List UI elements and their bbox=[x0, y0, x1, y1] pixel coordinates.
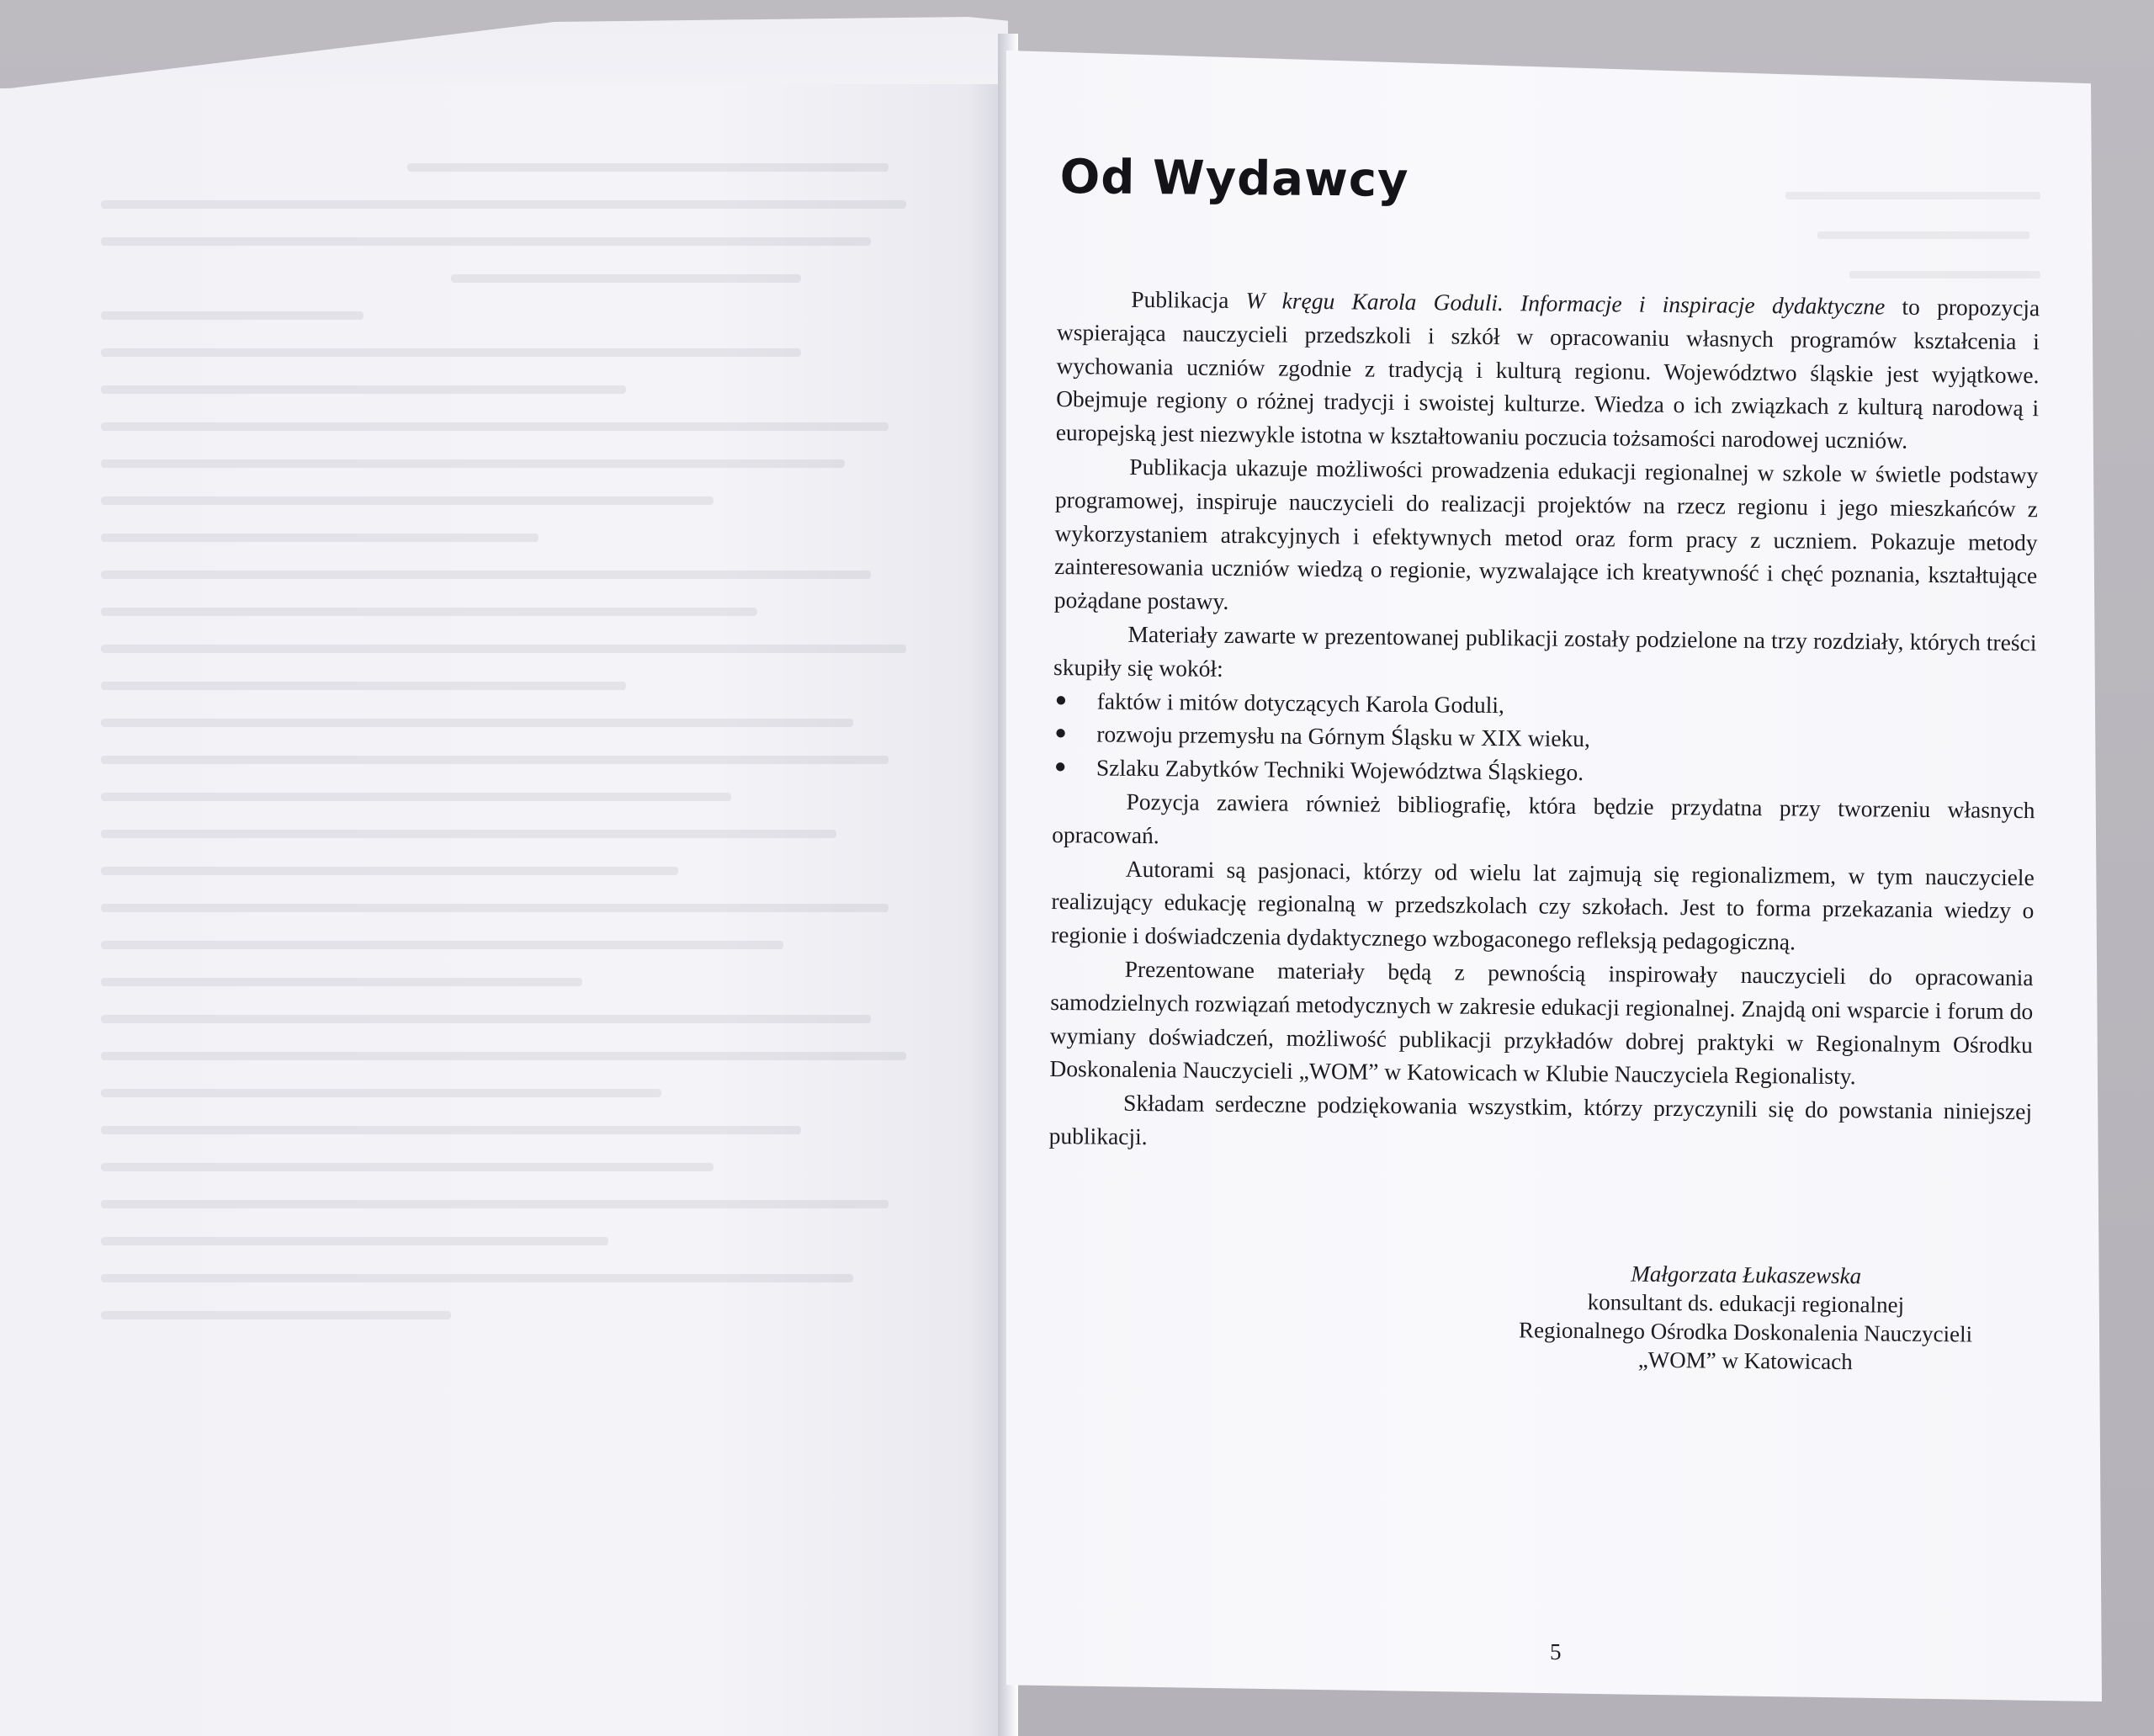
left-page bbox=[0, 84, 1008, 1736]
topic-list bbox=[1053, 684, 2036, 794]
author-role: konsultant ds. edukacji regionalnej bbox=[1587, 1288, 1905, 1318]
list-item-text: faktów i mitów dotyczących Karola Goduli, bbox=[1096, 687, 1505, 718]
paragraph-6: Prezentowane materiały będą z pewnością inspirowały nauczycieli do opracowania samodzielnych rozwiązań metodycznych w zakresie edukacji regionalnej. Znajdą oni wsparcie i forum do wymiany doświadczeń, możliwość publikacji przykładów dobrej praktyki w Regionalnym Ośrodku Doskonalenia Nauczycieli „WOM” w Katowicach w Klubie Nauczyciela Regionalisty. bbox=[1049, 955, 2034, 1090]
paragraph-5: Autorami są pasjonaci, którzy od wielu lat zajmują się regionalizmem, w tym nauczyciele realizujący edukację regionalną w przedszkolach czy szkołach. Jest to forma przekazania wiedzy o regionie i doświadczenia dydaktycznego wzbogaconego refleksją pedagogiczną. bbox=[1050, 855, 2035, 955]
page-number: 5 bbox=[1550, 1639, 1562, 1664]
paragraph-4: Pozycja zawiera również bibliografię, która będzie przydatna przy tworzeniu własnych opracowań. bbox=[1052, 788, 2035, 848]
publisher-note bbox=[1047, 150, 2041, 1378]
paragraph-1-lead: Publikacja bbox=[1131, 285, 1246, 314]
list-item-text: rozwoju przemysłu na Górnym Śląsku w XIX wieku, bbox=[1096, 720, 1591, 752]
paragraph-2: Publikacja ukazuje możliwości prowadzenia edukacji regionalnej w szkole w świetle podstawy programowej, inspiruje nauczycieli do realizacji projektów na rzecz regionu i jego mieszkańców z wykorzystaniem atrakcyjnych i efektywnych metod oraz form pracy z uczniem. Pokazuje metody zainteresowania uczniów wiedzą o regionie, wyzwalające ich kreatywność i chęć poznania, kształtujące pożądane postawy. bbox=[1053, 453, 2039, 615]
paragraph-3: Materiały zawarte w prezentowanej publikacji zostały podzielone na trzy rozdziały, których treści skupiły się wokół: bbox=[1053, 620, 2037, 682]
bullet-icon: ● bbox=[1053, 756, 1067, 778]
paragraph-1-rest: to propozycja wspierająca nauczycieli przedszkoli i szkół w opracowaniu własnych programów kształcenia i wychowania uczniów zgodnie z tradycją i kulturą regionu. Województwo śląskie jest wyjątkowe. Obejmuje regiony o różnej tradycji i swoistej kulturze. Wiedza o ich związkach z kulturą narodową i europejską jest niezwykle istotna w kształtowaniu poczucia tożsamości narodowej uczniów. bbox=[1055, 293, 2040, 454]
author-name: Małgorzata Łukaszewska bbox=[1631, 1261, 1862, 1288]
page-title: Od Wydawcy bbox=[1059, 150, 1409, 208]
author-institution-city: „WOM” w Katowicach bbox=[1637, 1346, 1853, 1374]
paragraph-7: Składam serdeczne podziękowania wszystkim, którzy przyczynili się do powstania niniejszej publikacji. bbox=[1048, 1089, 2033, 1149]
list-item-text: Szlaku Zabytków Techniki Województwa Śląskiego. bbox=[1096, 754, 1584, 786]
paragraph-1 bbox=[1056, 282, 2040, 459]
bullet-icon: ● bbox=[1054, 688, 1068, 711]
bullet-icon: ● bbox=[1054, 722, 1067, 745]
signature-block bbox=[1484, 1258, 2007, 1378]
author-institution: Regionalnego Ośrodka Doskonalenia Nauczycieli bbox=[1518, 1317, 1973, 1347]
book-title: W kręgu Karola Goduli. Informacje i inspiracje dydaktyczne bbox=[1245, 287, 1886, 320]
